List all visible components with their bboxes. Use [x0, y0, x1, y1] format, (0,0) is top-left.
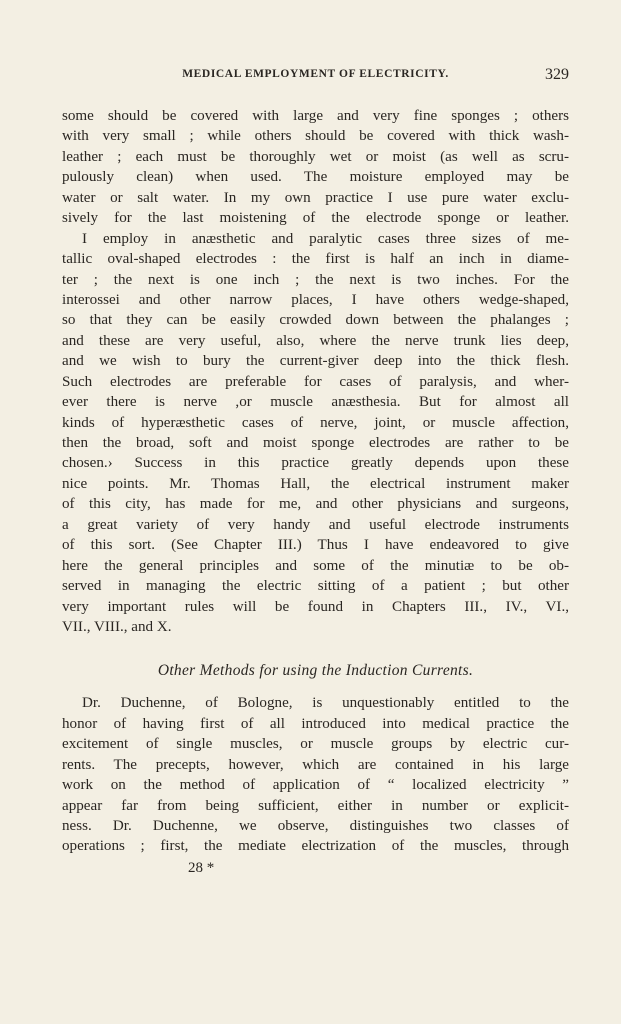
text-line: served in managing the electric sitting of a patient ; but other	[62, 578, 569, 595]
running-head: MEDICAL EMPLOYMENT OF ELECTRICITY.	[182, 68, 449, 80]
text-line: VII., VIII., and X.	[62, 618, 172, 635]
text-line: so that they can be easily crowded down between the phalanges ;	[62, 312, 569, 329]
text-line: Dr. Duchenne, of Bologne, is unquestionably entitled to the	[82, 695, 569, 712]
signature-mark: 28 *	[188, 859, 215, 876]
text-line: ter ; the next is one inch ; the next is two inches. For the	[62, 271, 569, 288]
text-line: honor of having first of all introduced into medical practice the	[62, 715, 569, 732]
text-line: and we wish to bury the current-giver deep into the thick flesh.	[62, 353, 569, 370]
paragraph-1	[62, 106, 569, 229]
text-line: nice points. Mr. Thomas Hall, the electrical instrument maker	[62, 475, 569, 492]
text-line: some should be covered with large and very fine sponges ; others	[62, 108, 569, 124]
text-line: of this sort. (See Chapter III.) Thus I have endeavored to give	[62, 537, 569, 554]
text-line: interossei and other narrow places, I have others wedge-shaped,	[62, 291, 569, 308]
section-gap	[62, 637, 569, 657]
text-line: sively for the last moistening of the electrode sponge or leather.	[62, 210, 569, 227]
body-text	[62, 106, 569, 879]
text-line: of this city, has made for me, and other physicians and surgeons,	[62, 496, 569, 513]
paragraph-3	[62, 693, 569, 857]
text-line: a great variety of very handy and useful electrode instruments	[62, 516, 569, 533]
text-line: excitement of single muscles, or muscle groups by electric cur-	[62, 736, 569, 753]
text-line: pulously clean) when used. The moisture employed may be	[62, 169, 569, 186]
heading-gap	[62, 685, 569, 693]
text-line: ever there is nerve ,or muscle anæsthesia. But for almost all	[62, 394, 569, 411]
text-line: very important rules will be found in Chapters III., IV., VI.,	[62, 598, 569, 615]
text-line: leather ; each must be thoroughly wet or moist (as well as scru-	[62, 148, 569, 165]
text-line: operations ; first, the mediate electrization of the muscles, through	[62, 838, 569, 855]
text-line: then the broad, soft and moist sponge electrodes are rather to be	[62, 435, 569, 451]
text-line: work on the method of application of “ localized electricity ”	[62, 777, 569, 794]
text-line: with very small ; while others should be covered with thick wash-	[62, 128, 569, 145]
text-line: water or salt water. In my own practice I use pure water exclu-	[62, 189, 569, 206]
text-line: Such electrodes are preferable for cases of paralysis, and wher-	[62, 373, 569, 390]
page-header	[62, 66, 569, 86]
text-line: tallic oval-shaped electrodes : the first is half an inch in diame-	[62, 251, 569, 268]
text-line: ness. Dr. Duchenne, we observe, distinguishes two classes of	[62, 818, 569, 834]
text-line: rents. The precepts, however, which are contained in his large	[62, 756, 569, 773]
text-line: chosen.› Success in this practice greatly depends upon these	[62, 455, 569, 472]
text-line: I employ in anæsthetic and paralytic cases three sizes of me-	[82, 230, 569, 247]
text-line: here the general principles and some of the minutiæ to be ob-	[62, 557, 569, 574]
section-heading: Other Methods for using the Induction Currents.	[157, 662, 474, 680]
paragraph-2	[62, 229, 569, 638]
text-line: appear far from being sufficient, either in number or explicit-	[62, 797, 569, 814]
text-line: and these are very useful, also, where the nerve trunk lies deep,	[62, 332, 569, 349]
page-number: 329	[545, 66, 569, 83]
text-line: kinds of hyperæsthetic cases of nerve, joint, or muscle affection,	[62, 414, 569, 431]
